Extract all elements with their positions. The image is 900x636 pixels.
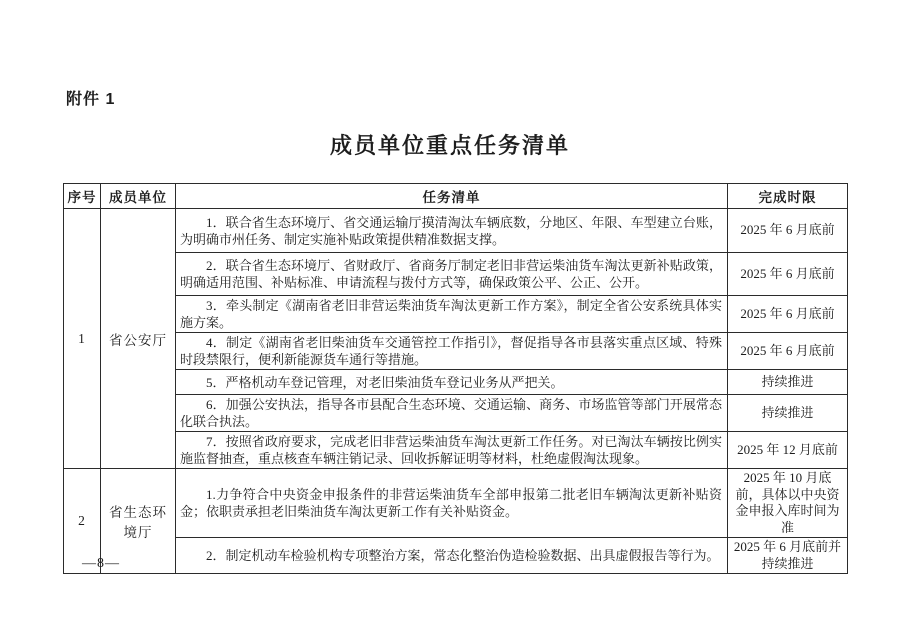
group1-task7-text xyxy=(176,432,728,469)
group1-task5-deadline: 持续推进 xyxy=(728,370,848,395)
task-paragraph: 3．牵头制定《湖南省老旧非营运柴油货车淘汰更新工作方案》，制定全省公安系统具体实施方案。 xyxy=(180,298,722,330)
group1-task1-text xyxy=(176,209,728,253)
table-header-row xyxy=(64,184,848,209)
task-paragraph: 7．按照省政府要求，完成老旧非营运柴油货车淘汰更新工作任务。对已淘汰车辆按比例实施监督抽查，重点核查车辆注销记录、回收拆解证明等材料，杜绝虚假淘汰现象。 xyxy=(180,434,722,466)
col-header-tasks: 任务清单 xyxy=(176,184,728,209)
table-row xyxy=(64,333,848,370)
table-row xyxy=(64,296,848,333)
page-title: 成员单位重点任务清单 xyxy=(329,133,570,158)
col-header-deadline: 完成时限 xyxy=(728,184,848,209)
table-row xyxy=(64,538,848,574)
col-header-unit: 成员单位 xyxy=(101,184,176,209)
group1-unit: 省公安厅 xyxy=(101,209,176,469)
page-number: —8— xyxy=(82,556,120,571)
group2-unit: 省生态环境厅 xyxy=(101,469,176,574)
group1-task6-deadline: 持续推进 xyxy=(728,395,848,432)
group1-task6-text xyxy=(176,395,728,432)
group1-task4-deadline: 2025 年 6 月底前 xyxy=(728,333,848,370)
group1-task2-deadline: 2025 年 6 月底前 xyxy=(728,253,848,296)
group2-index: 2 xyxy=(64,469,101,574)
group2-task1-deadline: 2025 年 10 月底前，具体以中央资金申报入库时间为准 xyxy=(728,469,848,538)
table-row xyxy=(64,209,848,253)
group1-task3-deadline: 2025 年 6 月底前 xyxy=(728,296,848,333)
group2-task2-text xyxy=(176,538,728,574)
col-header-index: 序号 xyxy=(64,184,101,209)
group1-task1-deadline: 2025 年 6 月底前 xyxy=(728,209,848,253)
table-row xyxy=(64,432,848,469)
task-paragraph: 5．严格机动车登记管理，对老旧柴油货车登记业务从严把关。 xyxy=(206,374,564,390)
table-row xyxy=(64,370,848,395)
task-paragraph: 1.力争符合中央资金申报条件的非营运柴油货车全部申报第二批老旧车辆淘汰更新补贴资金；依职责承担老旧柴油货车淘汰更新工作有关补贴资金。 xyxy=(180,487,722,519)
task-paragraph: 1．联合省生态环境厅、省交通运输厅摸清淘汰车辆底数，分地区、年限、车型建立台账，为明确市州任务、制定实施补贴政策提供精准数据支撑。 xyxy=(180,214,722,247)
group1-task4-text xyxy=(176,333,728,370)
group1-index: 1 xyxy=(64,209,101,469)
task-table xyxy=(63,183,848,574)
task-paragraph: 2．制定机动车检验机构专项整治方案，常态化整治伪造检验数据、出具虚假报告等行为。 xyxy=(206,548,720,563)
table-row xyxy=(64,395,848,432)
group1-task5-text xyxy=(176,370,728,395)
group2-task2-deadline: 2025 年 6 月底前并持续推进 xyxy=(728,538,848,574)
table-row xyxy=(64,253,848,296)
task-paragraph: 4．制定《湖南省老旧柴油货车交通管控工作指引》，督促指导各市县落实重点区域、特殊时段禁限行，便利新能源货车通行等措施。 xyxy=(180,335,722,367)
group1-task7-deadline: 2025 年 12 月底前 xyxy=(728,432,848,469)
table-row xyxy=(64,469,848,538)
group1-task3-text xyxy=(176,296,728,333)
task-paragraph: 6．加强公安执法，指导各市县配合生态环境、交通运输、商务、市场监管等部门开展常态化联合执法。 xyxy=(180,397,722,429)
attachment-label: 附件 1 xyxy=(66,91,116,108)
task-paragraph: 2．联合省生态环境厅、省财政厅、省商务厅制定老旧非营运柴油货车淘汰更新补贴政策，明确适用范围、补贴标准、申请流程与拨付方式等，确保政策公平、公正、公开。 xyxy=(180,258,722,290)
group2-task1-text xyxy=(176,469,728,538)
group1-task2-text xyxy=(176,253,728,296)
